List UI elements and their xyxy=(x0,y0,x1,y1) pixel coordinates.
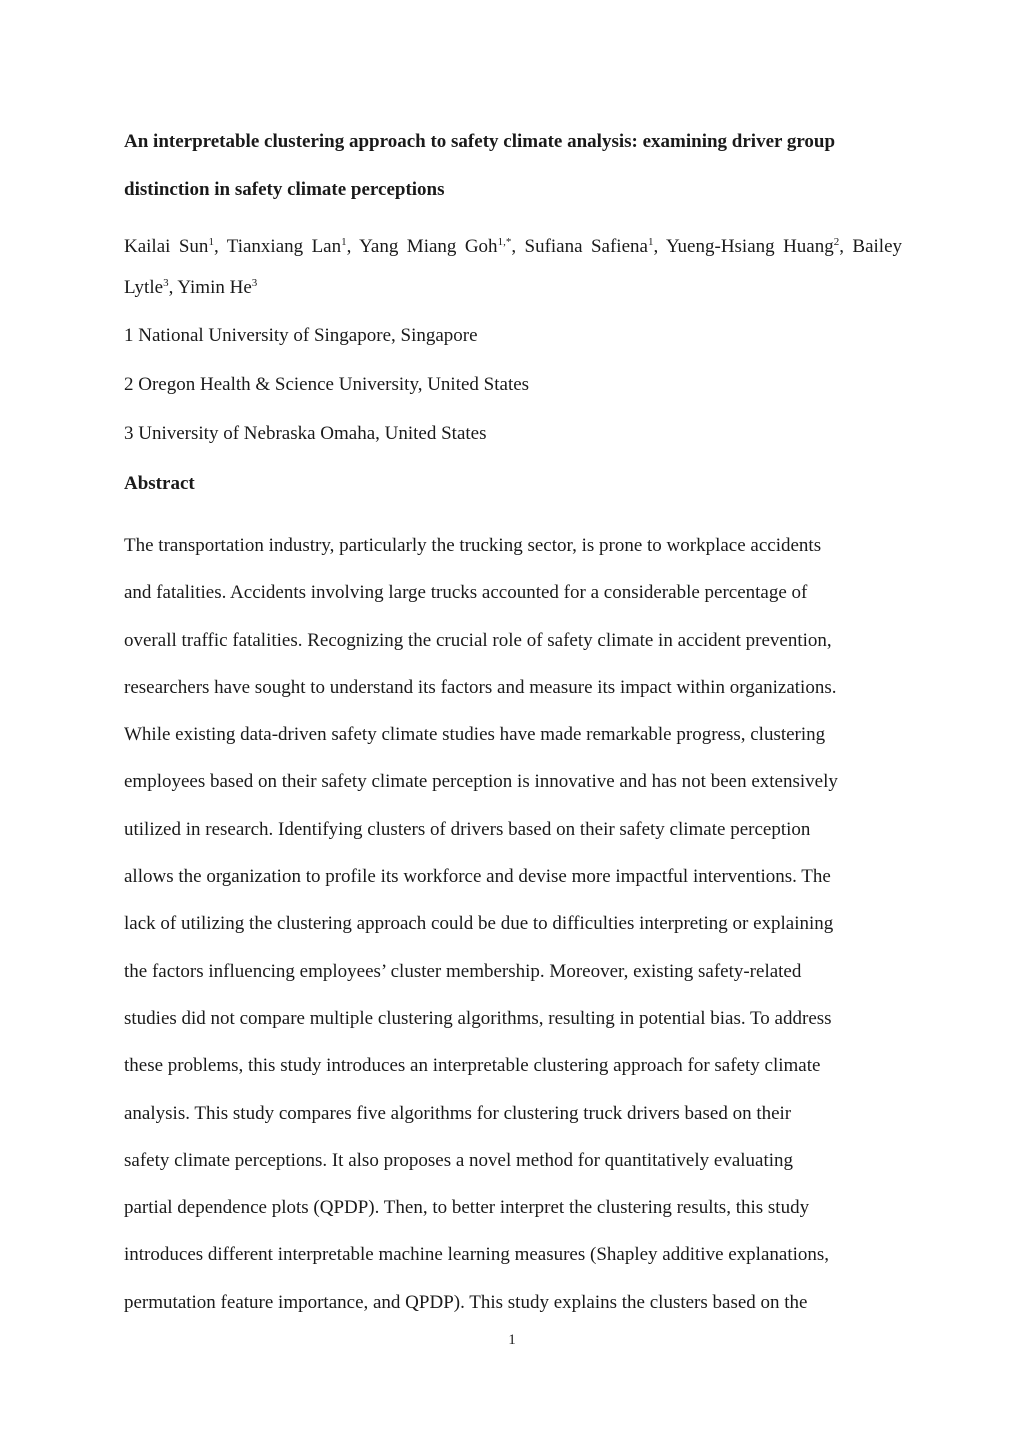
author-name: Yang Miang Goh xyxy=(359,236,498,257)
abstract-line: the factors influencing employees’ cluster membership. Moreover, existing safety-related xyxy=(124,960,802,982)
affiliation-2: 2 Oregon Health & Science University, United States xyxy=(124,374,530,395)
abstract-line: analysis. This study compares five algorithms for clustering truck drivers based on their xyxy=(124,1102,792,1124)
author-affiliation-mark: 3 xyxy=(251,277,258,289)
abstract-line: utilized in research. Identifying clusters of drivers based on their safety climate perception xyxy=(124,818,811,840)
author-name: Yimin He xyxy=(177,277,252,298)
abstract-line: and fatalities. Accidents involving large trucks accounted for a considerable percentage of xyxy=(124,582,808,604)
abstract-line: While existing data-driven safety climate studies have made remarkable progress, clustering xyxy=(124,724,826,746)
author-name: Bailey Lytle xyxy=(124,236,903,298)
author-affiliation-mark: 1 xyxy=(341,236,347,248)
abstract-line: studies did not compare multiple clustering algorithms, resulting in potential bias. To address xyxy=(124,1007,832,1029)
abstract-line: safety climate perceptions. It also proposes a novel method for quantitatively evaluating xyxy=(124,1149,794,1171)
author-affiliation-mark: 1 xyxy=(647,236,654,248)
abstract-line: allows the organization to profile its workforce and devise more impactful interventions. The xyxy=(124,866,831,888)
abstract-line: overall traffic fatalities. Recognizing the crucial role of safety climate in accident prevention, xyxy=(124,629,832,651)
page-number: 1 xyxy=(508,1332,516,1348)
author-affiliation-mark: 1 xyxy=(208,236,214,248)
abstract-line: employees based on their safety climate perception is innovative and has not been extensively xyxy=(124,771,838,793)
abstract-line: permutation feature importance, and QPDP). This study explains the clusters based on the xyxy=(124,1291,808,1313)
abstract-line: lack of utilizing the clustering approach could be due to difficulties interpreting or explaining xyxy=(124,913,834,935)
abstract-line: these problems, this study introduces an interpretable clustering approach for safety climate xyxy=(124,1055,821,1077)
author-name: Sufiana Safiena xyxy=(524,236,648,257)
abstract-line: The transportation industry, particularly the trucking sector, is prone to workplace accidents xyxy=(124,535,822,556)
affiliation-1: 1 National University of Singapore, Singapore xyxy=(124,325,478,346)
author-name: Kailai Sun xyxy=(124,236,209,257)
author-list: Kailai Sun$^1$, Tianxiang Lan$^1$, Yang Miang Goh$^{1,*}$, Sufiana Safiena$^1$, Yueng-Hsiang Huang$^2$, Bailey Lytle$^3$, Yimin He$^3$ xyxy=(124,236,903,298)
author-name: Yueng-Hsiang Huang xyxy=(665,236,834,257)
abstract-line: researchers have sought to understand its factors and measure its impact within organizations. xyxy=(124,676,837,698)
affiliation-3: 3 University of Nebraska Omaha, United States xyxy=(124,423,487,444)
paper-title: An interpretable clustering approach to safety climate analysis: examining driver group distinction in safety climate perceptions xyxy=(124,131,836,200)
abstract-body xyxy=(124,522,904,1326)
author-affiliation-mark: 2 xyxy=(833,236,840,248)
abstract-line: partial dependence plots (QPDP). Then, to better interpret the clustering results, this study xyxy=(124,1197,810,1219)
author-affiliation-mark: 1,* xyxy=(497,236,512,248)
abstract-heading: Abstract xyxy=(124,473,195,494)
author-name: Tianxiang Lan xyxy=(226,236,342,257)
abstract-line: introduces different interpretable machine learning measures (Shapley additive explanations, xyxy=(124,1244,830,1266)
author-affiliation-mark: 3 xyxy=(163,277,169,289)
